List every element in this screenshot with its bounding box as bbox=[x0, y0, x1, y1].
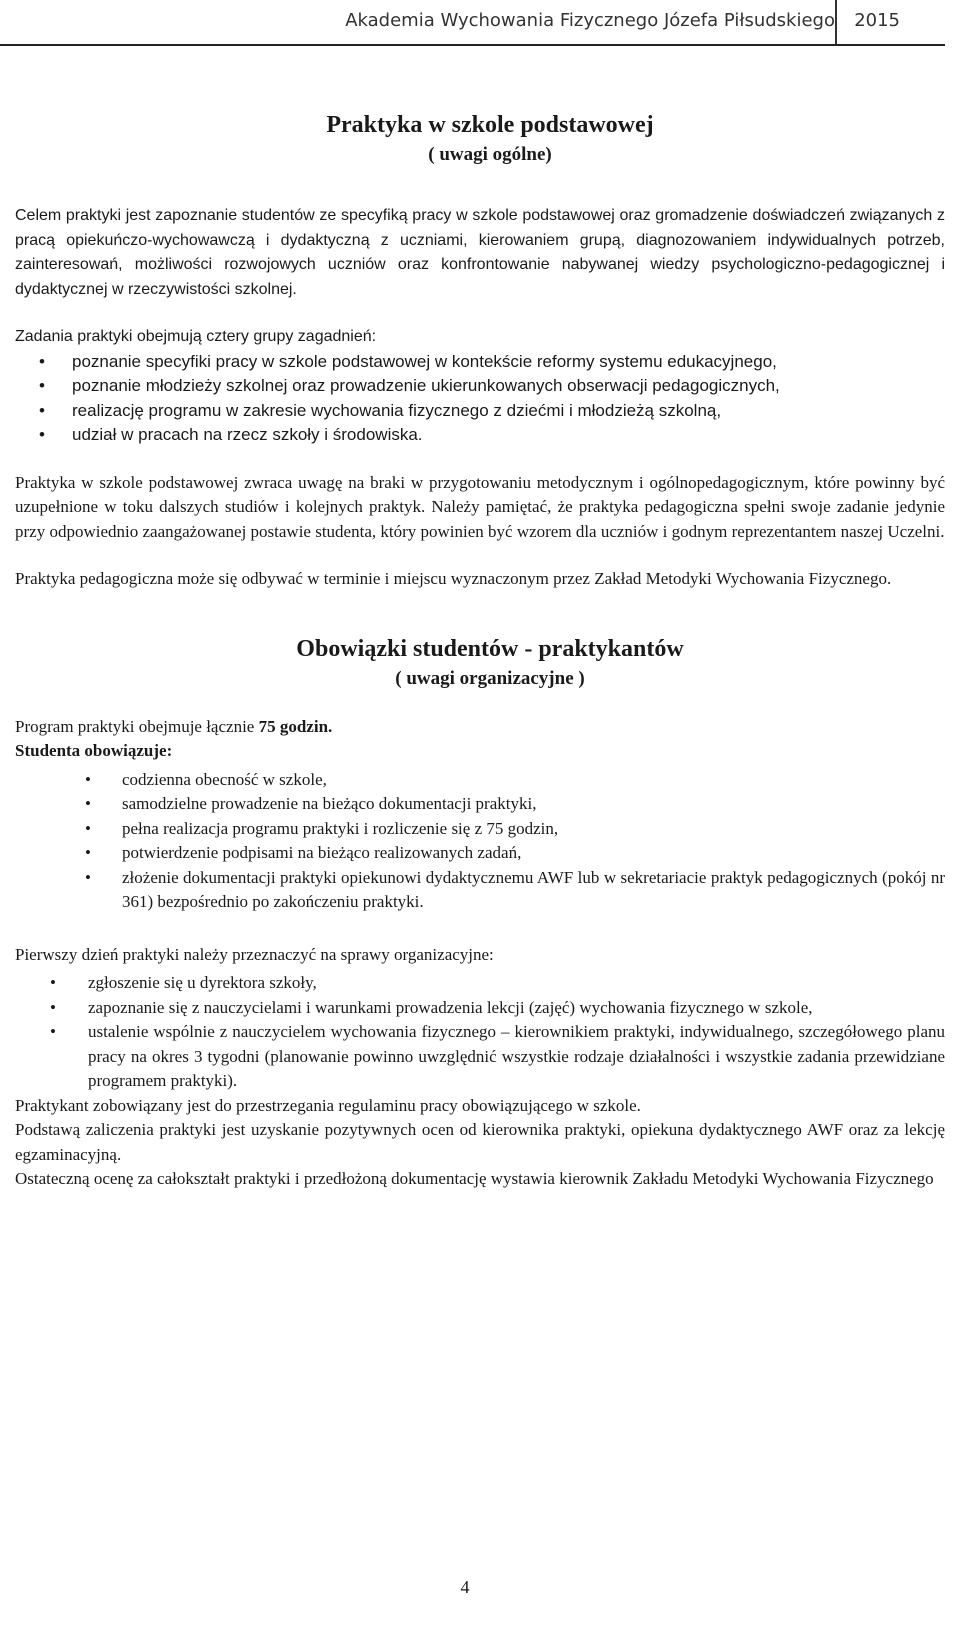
duties-lead: Studenta obowiązuje: bbox=[15, 741, 173, 760]
list-item: • ustalenie wspólnie z nauczycielem wychowania fizycznego – kierownikiem praktyki, indywidualnego, szczegółowego planu pracy na okres 3 tygodni (planowanie powinno uwzględnić wszystkie rodzaje działalności i wszystkie zadania przewidziane programem praktyki). bbox=[50, 1022, 945, 1090]
first-day-lead: Pierwszy dzień praktyki należy przeznaczyć na sprawy organizacyjne: bbox=[15, 944, 494, 964]
paragraph-2: Praktyka w szkole podstawowej zwraca uwagę na braki w przygotowaniu metodycznym i ogólnopedagogicznym, które powinny być uzupełnione w toku dalszych studiów i kolejnych praktyk. Należy pamiętać, że praktyka pedagogiczna spełni swoje zadanie jedynie przy odpowiednio zaangażowanej postawie studenta, który powinien być wzorem dla uczniów i godnym reprezentantem naszej Uczelni. bbox=[15, 472, 945, 541]
bullet-icon: • bbox=[50, 973, 56, 992]
bullet-icon: • bbox=[39, 351, 45, 371]
list-item: • potwierdzenie podpisami na bieżąco realizowanych zadań, bbox=[15, 841, 945, 866]
list-item: • pełna realizacja programu praktyki i rozliczenie się z 75 godzin, bbox=[15, 817, 945, 842]
bullet-icon: • bbox=[85, 769, 91, 789]
bullet-icon: • bbox=[85, 794, 91, 813]
tasks-lead: Zadania praktyki obejmują cztery grupy zagadnień: bbox=[15, 328, 377, 345]
section2-title: Obowiązki studentów - praktykantów bbox=[296, 635, 684, 662]
credit-paragraph: Podstawą zaliczenia praktyki jest uzyskanie pozytywnych ocen od kierownika praktyki, opiekuna dydaktycznego AWF oraz za lekcję egzaminacyjną. bbox=[15, 1120, 945, 1164]
list-item: • zapoznanie się z nauczycielami i warunkami prowadzenia lekcji (zajęć) wychowania fizycznego w szkole, bbox=[15, 996, 945, 1021]
list-item: • samodzielne prowadzenie na bieżąco dokumentacji praktyki, bbox=[15, 792, 945, 817]
first-day-list bbox=[15, 971, 945, 1094]
paragraph-3: Praktyka pedagogiczna może się odbywać w terminie i miejscu wyznaczonym przez Zakład Metodyki Wychowania Fizycznego. bbox=[15, 569, 892, 588]
bullet-icon: • bbox=[50, 1022, 56, 1041]
page-number: 4 bbox=[460, 1577, 470, 1597]
list-item: • poznanie młodzieży szkolnej oraz prowadzenie ukierunkowanych obserwacji pedagogicznych, bbox=[15, 374, 945, 399]
program-line: Program praktyki obejmuje łącznie 75 godzin. bbox=[15, 716, 333, 736]
list-item: • poznanie specyfiki pracy w szkole podstawowej w kontekście reformy systemu edukacyjnego, bbox=[15, 350, 945, 375]
list-item: • złożenie dokumentacji praktyki opiekunowi dydaktycznemu AWF lub w sekretariacie praktyk pedagogicznych (pokój nr 361) bezpośrednio po zakończeniu praktyki. bbox=[85, 867, 945, 911]
bullet-icon: • bbox=[39, 400, 45, 420]
tasks-list bbox=[15, 350, 945, 448]
duties-list bbox=[15, 768, 945, 915]
section1-subtitle: ( uwagi ogólne) bbox=[428, 144, 552, 165]
bullet-icon: • bbox=[85, 818, 91, 838]
bullet-icon: • bbox=[85, 843, 91, 862]
header-institution: Akademia Wychowania Fizycznego Józefa Piłsudskiego bbox=[345, 10, 835, 31]
header-separator bbox=[835, 0, 837, 45]
list-item: • realizację programu w zakresie wychowania fizycznego z dziećmi i młodzieżą szkolną, bbox=[15, 399, 945, 424]
list-item: • codzienna obecność w szkole, bbox=[15, 768, 945, 793]
bullet-icon: • bbox=[39, 376, 45, 395]
bullet-icon: • bbox=[39, 425, 45, 444]
intro-paragraph: Celem praktyki jest zapoznanie studentów ze specyfiką pracy w szkole podstawowej oraz gromadzenie doświadczeń związanych z pracą opiekuńczo-wychowawczą i dydaktyczną z uczniami, kierowaniem grupą, diagnozowaniem indywidualnych potrzeb, zainteresowań, możliwości rozwojowych uczniów oraz konfrontowanie nabywanej wiedzy psychologiczno-pedagogicznej i dydaktycznej w rzeczywistości szkolnej. bbox=[15, 207, 945, 298]
header-year: 2015 bbox=[854, 10, 900, 31]
bullet-icon: • bbox=[50, 997, 56, 1017]
final-paragraph: Ostateczną ocenę za całokształt praktyki i przedłożoną dokumentację wystawia kierownik Zakładu Metodyki Wychowania Fizycznego bbox=[15, 1169, 934, 1188]
list-item: • zgłoszenie się u dyrektora szkoły, bbox=[15, 971, 945, 996]
list-item: • udział w pracach na rzecz szkoły i środowiska. bbox=[15, 423, 945, 448]
document-content bbox=[15, 110, 945, 1192]
section1-title: Praktyka w szkole podstawowej bbox=[326, 112, 654, 138]
bullet-icon: • bbox=[85, 867, 91, 887]
section2-subtitle: ( uwagi organizacyjne ) bbox=[395, 667, 585, 689]
header-rule bbox=[0, 44, 945, 46]
rule-paragraph: Praktykant zobowiązany jest do przestrzegania regulaminu pracy obowiązującego w szkole. bbox=[15, 1095, 641, 1115]
page-header bbox=[0, 0, 960, 45]
